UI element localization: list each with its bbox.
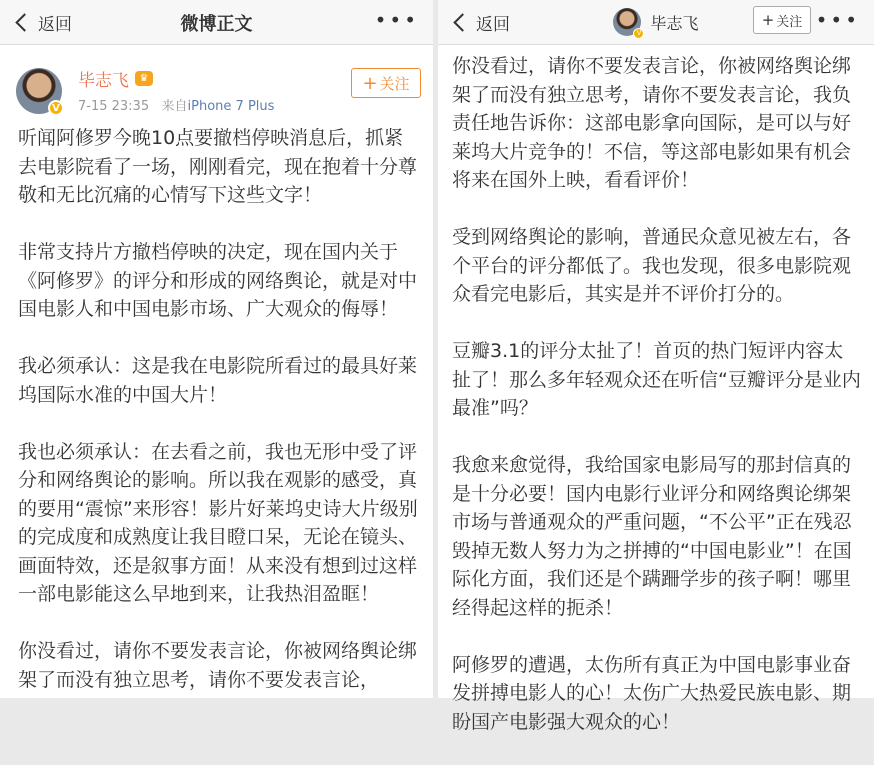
- more-dots-icon[interactable]: •••: [815, 8, 860, 32]
- post-time: 7-15 23:35: [78, 99, 150, 114]
- post-header: [0, 44, 433, 122]
- left-screenshot: [0, 0, 433, 698]
- follow-button[interactable]: [753, 6, 811, 34]
- follow-label: 关注: [776, 14, 803, 30]
- nav-bar: [438, 0, 874, 45]
- verified-badge-icon: V: [633, 28, 644, 39]
- author-name-text: 毕志飞: [78, 71, 129, 91]
- paragraph: 我也必须承认：在去看之前，我也无形中受了评分和网络舆论的影响。所以我在观影的感受，真的要用“震惊”来形容！影片好莱坞史诗大片级别的完成度和成熟度让我目瞪口呆，无论在镜头、画面特效，还是叙事方面！从来没有想到过这样一部电影能这么早地到来，让我热泪盈眶！: [18, 440, 418, 605]
- post-body: [18, 124, 420, 723]
- follow-button[interactable]: [351, 68, 421, 98]
- source-prefix: 来自: [161, 99, 188, 114]
- author-name[interactable]: 毕志飞: [650, 13, 699, 33]
- post-body: [452, 52, 862, 765]
- author-name[interactable]: [78, 66, 153, 91]
- paragraph: 豆瓣3.1的评分太扯了！首页的热门短评内容太扯了！那么多年轻观众还在听信“豆瓣评分是业内最准”吗？: [452, 340, 861, 419]
- right-screenshot: [438, 0, 874, 733]
- back-label: 返回: [476, 14, 510, 35]
- avatar[interactable]: [16, 68, 62, 114]
- post-source[interactable]: iPhone 7 Plus: [187, 99, 275, 114]
- page-title: 微博正文: [180, 14, 253, 35]
- follow-label: 关注: [379, 74, 410, 93]
- paragraph: 听闻阿修罗今晚10点要撤档停映消息后，抓紧去电影院看了一场，刚刚看完，现在抱着十分尊敬和无比沉痛的心情写下这些文字！: [18, 127, 418, 206]
- nav-author: [438, 8, 874, 36]
- paragraph: 我必须承认：这是我在电影院所看过的最具好莱坞国际水准的中国大片！: [18, 355, 418, 406]
- avatar[interactable]: [613, 8, 641, 36]
- paragraph: 你没看过，请你不要发表言论，你被网络舆论绑架了而没有独立思考，请你不要发表言论，: [18, 640, 418, 691]
- back-label: 返回: [38, 14, 72, 35]
- plus-icon: +: [362, 72, 378, 94]
- paragraph: 非常支持片方撤档停映的决定，现在国内关于《阿修罗》的评分和形成的网络舆论，就是对中国电影人和中国电影市场、广大观众的侮辱！: [18, 241, 418, 320]
- paragraph: 你没看过，请你不要发表言论，你被网络舆论绑架了而没有独立思考，请你不要发表言论，我负责任地告诉你：这部电影拿向国际，是可以与好莱坞大片竞争的！不信，等这部电影如果有机会将来在国外上映，看看评价！: [452, 55, 852, 191]
- vip-crown-icon: ♛: [135, 71, 153, 86]
- verified-badge-icon: V: [48, 100, 64, 116]
- paragraph: 阿修罗的遭遇，太伤所有真正为中国电影事业奋发拼搏电影人的心！太伤广大热爱民族电影、期盼国产电影强大观众的心！: [452, 653, 852, 733]
- nav-bar: [0, 0, 433, 45]
- paragraph: 我愈来愈觉得，我给国家电影局写的那封信真的是十分必要！国内电影行业评分和网络舆论绑架市场与普通观众的严重问题，“不公平”正在残忍毁掉无数人努力为之拼搏的“中国电影业”！在国际化方面，我们还是个蹒跚学步的孩子啊！哪里经得起这样的扼杀！: [452, 454, 852, 619]
- post-meta: [78, 95, 274, 114]
- more-dots-icon[interactable]: •••: [374, 8, 419, 32]
- paragraph: 受到网络舆论的影响，普通民众意见被左右，各个平台的评分都低了。我也发现，很多电影院观众看完电影后，其实是并不评价打分的。: [452, 226, 852, 305]
- plus-icon: +: [761, 11, 775, 29]
